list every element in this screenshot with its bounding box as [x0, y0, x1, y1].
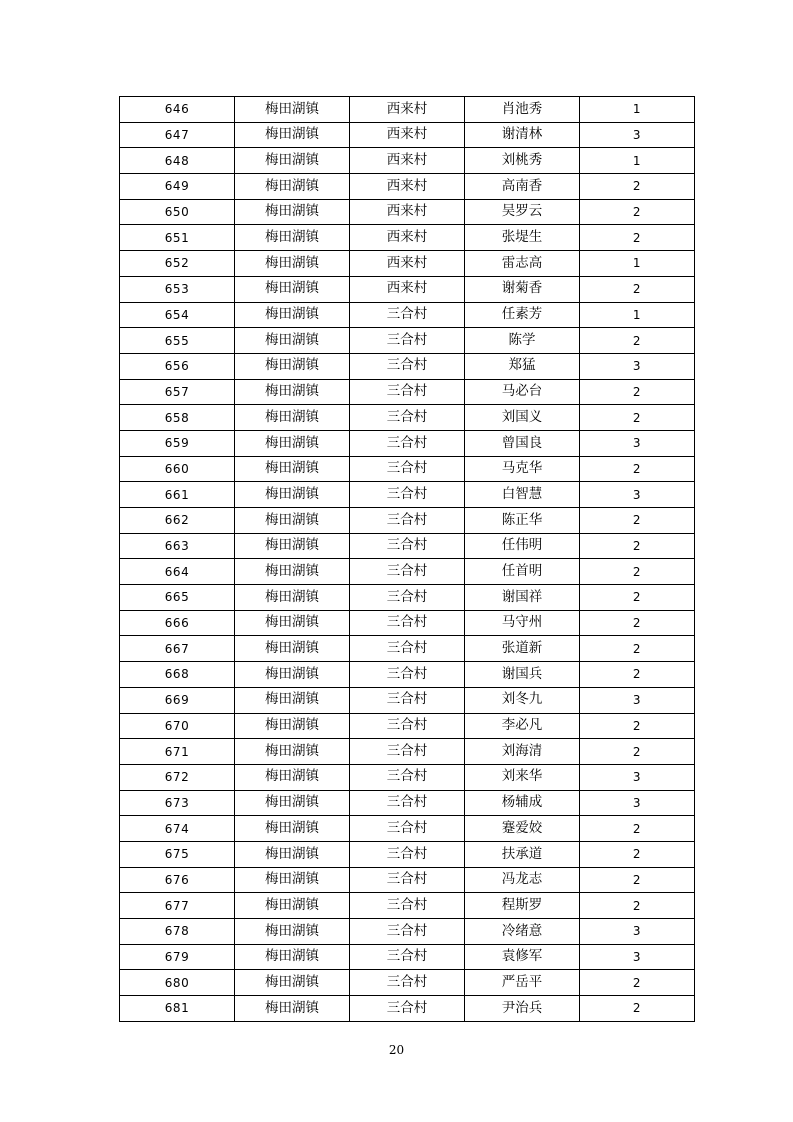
count-cell: 2 [580, 970, 695, 996]
records-table-body [120, 97, 695, 1022]
count-cell: 2 [580, 636, 695, 662]
row-index-cell: 653 [120, 276, 235, 302]
count-cell: 2 [580, 533, 695, 559]
village-cell: 三合村 [350, 328, 465, 354]
village-cell: 三合村 [350, 456, 465, 482]
town-cell: 梅田湖镇 [235, 585, 350, 611]
table-row [120, 328, 695, 354]
row-index-cell: 677 [120, 893, 235, 919]
name-cell: 白智慧 [465, 482, 580, 508]
town-cell: 梅田湖镇 [235, 610, 350, 636]
count-cell: 1 [580, 302, 695, 328]
town-cell: 梅田湖镇 [235, 816, 350, 842]
row-index-cell: 656 [120, 353, 235, 379]
name-cell: 刘来华 [465, 764, 580, 790]
table-row [120, 353, 695, 379]
count-cell: 2 [580, 559, 695, 585]
row-index-cell: 652 [120, 251, 235, 277]
name-cell: 张堤生 [465, 225, 580, 251]
count-cell: 3 [580, 919, 695, 945]
count-cell: 3 [580, 764, 695, 790]
name-cell: 刘海清 [465, 739, 580, 765]
town-cell: 梅田湖镇 [235, 430, 350, 456]
row-index-cell: 678 [120, 919, 235, 945]
town-cell: 梅田湖镇 [235, 508, 350, 534]
town-cell: 梅田湖镇 [235, 533, 350, 559]
town-cell: 梅田湖镇 [235, 893, 350, 919]
name-cell: 冯龙志 [465, 867, 580, 893]
town-cell: 梅田湖镇 [235, 919, 350, 945]
name-cell: 冷绪意 [465, 919, 580, 945]
village-cell: 三合村 [350, 893, 465, 919]
name-cell: 马必台 [465, 379, 580, 405]
row-index-cell: 660 [120, 456, 235, 482]
count-cell: 3 [580, 353, 695, 379]
table-row [120, 764, 695, 790]
row-index-cell: 668 [120, 662, 235, 688]
count-cell: 1 [580, 148, 695, 174]
village-cell: 西来村 [350, 276, 465, 302]
town-cell: 梅田湖镇 [235, 944, 350, 970]
village-cell: 三合村 [350, 559, 465, 585]
name-cell: 张道新 [465, 636, 580, 662]
name-cell: 刘桃秀 [465, 148, 580, 174]
row-index-cell: 654 [120, 302, 235, 328]
name-cell: 任素芳 [465, 302, 580, 328]
row-index-cell: 680 [120, 970, 235, 996]
town-cell: 梅田湖镇 [235, 122, 350, 148]
town-cell: 梅田湖镇 [235, 636, 350, 662]
village-cell: 西来村 [350, 199, 465, 225]
table-row [120, 276, 695, 302]
count-cell: 2 [580, 867, 695, 893]
name-cell: 谢菊香 [465, 276, 580, 302]
count-cell: 2 [580, 610, 695, 636]
count-cell: 2 [580, 713, 695, 739]
town-cell: 梅田湖镇 [235, 764, 350, 790]
village-cell: 三合村 [350, 816, 465, 842]
town-cell: 梅田湖镇 [235, 328, 350, 354]
count-cell: 2 [580, 996, 695, 1022]
row-index-cell: 676 [120, 867, 235, 893]
count-cell: 2 [580, 225, 695, 251]
village-cell: 西来村 [350, 251, 465, 277]
count-cell: 2 [580, 662, 695, 688]
row-index-cell: 662 [120, 508, 235, 534]
table-row [120, 662, 695, 688]
count-cell: 1 [580, 251, 695, 277]
table-row [120, 430, 695, 456]
row-index-cell: 646 [120, 97, 235, 123]
town-cell: 梅田湖镇 [235, 559, 350, 585]
row-index-cell: 666 [120, 610, 235, 636]
count-cell: 2 [580, 816, 695, 842]
row-index-cell: 669 [120, 687, 235, 713]
row-index-cell: 659 [120, 430, 235, 456]
row-index-cell: 663 [120, 533, 235, 559]
table-row [120, 456, 695, 482]
village-cell: 三合村 [350, 687, 465, 713]
village-cell: 三合村 [350, 379, 465, 405]
town-cell: 梅田湖镇 [235, 739, 350, 765]
count-cell: 3 [580, 482, 695, 508]
table-row [120, 713, 695, 739]
name-cell: 严岳平 [465, 970, 580, 996]
village-cell: 西来村 [350, 97, 465, 123]
table-row [120, 482, 695, 508]
table-row [120, 533, 695, 559]
table-row [120, 893, 695, 919]
village-cell: 三合村 [350, 713, 465, 739]
name-cell: 郑猛 [465, 353, 580, 379]
town-cell: 梅田湖镇 [235, 276, 350, 302]
village-cell: 三合村 [350, 482, 465, 508]
row-index-cell: 650 [120, 199, 235, 225]
table-row [120, 919, 695, 945]
count-cell: 2 [580, 739, 695, 765]
town-cell: 梅田湖镇 [235, 790, 350, 816]
table-row [120, 508, 695, 534]
row-index-cell: 649 [120, 174, 235, 200]
table-row [120, 996, 695, 1022]
count-cell: 2 [580, 585, 695, 611]
town-cell: 梅田湖镇 [235, 996, 350, 1022]
table-row [120, 687, 695, 713]
count-cell: 3 [580, 687, 695, 713]
row-index-cell: 672 [120, 764, 235, 790]
table-row [120, 148, 695, 174]
table-row [120, 790, 695, 816]
town-cell: 梅田湖镇 [235, 841, 350, 867]
count-cell: 2 [580, 893, 695, 919]
name-cell: 马克华 [465, 456, 580, 482]
table-row [120, 225, 695, 251]
name-cell: 尹治兵 [465, 996, 580, 1022]
name-cell: 高南香 [465, 174, 580, 200]
row-index-cell: 675 [120, 841, 235, 867]
row-index-cell: 674 [120, 816, 235, 842]
town-cell: 梅田湖镇 [235, 970, 350, 996]
row-index-cell: 664 [120, 559, 235, 585]
village-cell: 三合村 [350, 610, 465, 636]
town-cell: 梅田湖镇 [235, 662, 350, 688]
row-index-cell: 673 [120, 790, 235, 816]
name-cell: 李必凡 [465, 713, 580, 739]
name-cell: 蹇爱姣 [465, 816, 580, 842]
name-cell: 刘冬九 [465, 687, 580, 713]
village-cell: 三合村 [350, 662, 465, 688]
table-row [120, 970, 695, 996]
row-index-cell: 655 [120, 328, 235, 354]
town-cell: 梅田湖镇 [235, 687, 350, 713]
village-cell: 三合村 [350, 636, 465, 662]
row-index-cell: 658 [120, 405, 235, 431]
name-cell: 曾国良 [465, 430, 580, 456]
name-cell: 雷志高 [465, 251, 580, 277]
count-cell: 3 [580, 790, 695, 816]
village-cell: 三合村 [350, 430, 465, 456]
village-cell: 三合村 [350, 790, 465, 816]
table-row [120, 97, 695, 123]
row-index-cell: 667 [120, 636, 235, 662]
table-row [120, 867, 695, 893]
table-row [120, 739, 695, 765]
village-cell: 三合村 [350, 996, 465, 1022]
village-cell: 三合村 [350, 764, 465, 790]
count-cell: 2 [580, 508, 695, 534]
name-cell: 马守州 [465, 610, 580, 636]
town-cell: 梅田湖镇 [235, 302, 350, 328]
row-index-cell: 670 [120, 713, 235, 739]
row-index-cell: 651 [120, 225, 235, 251]
table-row [120, 841, 695, 867]
village-cell: 三合村 [350, 353, 465, 379]
table-row [120, 559, 695, 585]
town-cell: 梅田湖镇 [235, 405, 350, 431]
count-cell: 3 [580, 944, 695, 970]
town-cell: 梅田湖镇 [235, 353, 350, 379]
row-index-cell: 647 [120, 122, 235, 148]
town-cell: 梅田湖镇 [235, 199, 350, 225]
village-cell: 西来村 [350, 174, 465, 200]
name-cell: 谢国兵 [465, 662, 580, 688]
table-row [120, 251, 695, 277]
row-index-cell: 679 [120, 944, 235, 970]
village-cell: 三合村 [350, 919, 465, 945]
village-cell: 西来村 [350, 122, 465, 148]
name-cell: 任伟明 [465, 533, 580, 559]
count-cell: 3 [580, 430, 695, 456]
table-row [120, 585, 695, 611]
table-row [120, 379, 695, 405]
row-index-cell: 648 [120, 148, 235, 174]
village-cell: 三合村 [350, 508, 465, 534]
village-cell: 三合村 [350, 944, 465, 970]
name-cell: 谢清林 [465, 122, 580, 148]
count-cell: 2 [580, 276, 695, 302]
table-row [120, 122, 695, 148]
town-cell: 梅田湖镇 [235, 379, 350, 405]
count-cell: 2 [580, 841, 695, 867]
town-cell: 梅田湖镇 [235, 148, 350, 174]
table-row [120, 636, 695, 662]
name-cell: 谢国祥 [465, 585, 580, 611]
count-cell: 2 [580, 379, 695, 405]
table-row [120, 610, 695, 636]
table-row [120, 405, 695, 431]
row-index-cell: 661 [120, 482, 235, 508]
town-cell: 梅田湖镇 [235, 174, 350, 200]
table-row [120, 944, 695, 970]
name-cell: 肖池秀 [465, 97, 580, 123]
town-cell: 梅田湖镇 [235, 251, 350, 277]
village-cell: 三合村 [350, 405, 465, 431]
village-cell: 三合村 [350, 533, 465, 559]
village-cell: 三合村 [350, 302, 465, 328]
name-cell: 陈学 [465, 328, 580, 354]
village-cell: 三合村 [350, 739, 465, 765]
count-cell: 2 [580, 328, 695, 354]
village-cell: 西来村 [350, 148, 465, 174]
name-cell: 程斯罗 [465, 893, 580, 919]
town-cell: 梅田湖镇 [235, 456, 350, 482]
row-index-cell: 681 [120, 996, 235, 1022]
records-table-container [119, 96, 694, 1022]
row-index-cell: 657 [120, 379, 235, 405]
town-cell: 梅田湖镇 [235, 225, 350, 251]
town-cell: 梅田湖镇 [235, 867, 350, 893]
town-cell: 梅田湖镇 [235, 482, 350, 508]
name-cell: 吴罗云 [465, 199, 580, 225]
name-cell: 任首明 [465, 559, 580, 585]
count-cell: 1 [580, 97, 695, 123]
table-row [120, 174, 695, 200]
page-number: 20 [388, 1043, 405, 1057]
name-cell: 陈正华 [465, 508, 580, 534]
table-row [120, 816, 695, 842]
row-index-cell: 665 [120, 585, 235, 611]
table-row [120, 302, 695, 328]
name-cell: 扶承道 [465, 841, 580, 867]
village-cell: 西来村 [350, 225, 465, 251]
count-cell: 2 [580, 174, 695, 200]
count-cell: 2 [580, 456, 695, 482]
count-cell: 3 [580, 122, 695, 148]
town-cell: 梅田湖镇 [235, 713, 350, 739]
name-cell: 刘国义 [465, 405, 580, 431]
records-table [119, 96, 695, 1022]
village-cell: 三合村 [350, 970, 465, 996]
table-row [120, 199, 695, 225]
name-cell: 袁修军 [465, 944, 580, 970]
name-cell: 杨辅成 [465, 790, 580, 816]
village-cell: 三合村 [350, 585, 465, 611]
count-cell: 2 [580, 199, 695, 225]
village-cell: 三合村 [350, 841, 465, 867]
village-cell: 三合村 [350, 867, 465, 893]
count-cell: 2 [580, 405, 695, 431]
town-cell: 梅田湖镇 [235, 97, 350, 123]
row-index-cell: 671 [120, 739, 235, 765]
